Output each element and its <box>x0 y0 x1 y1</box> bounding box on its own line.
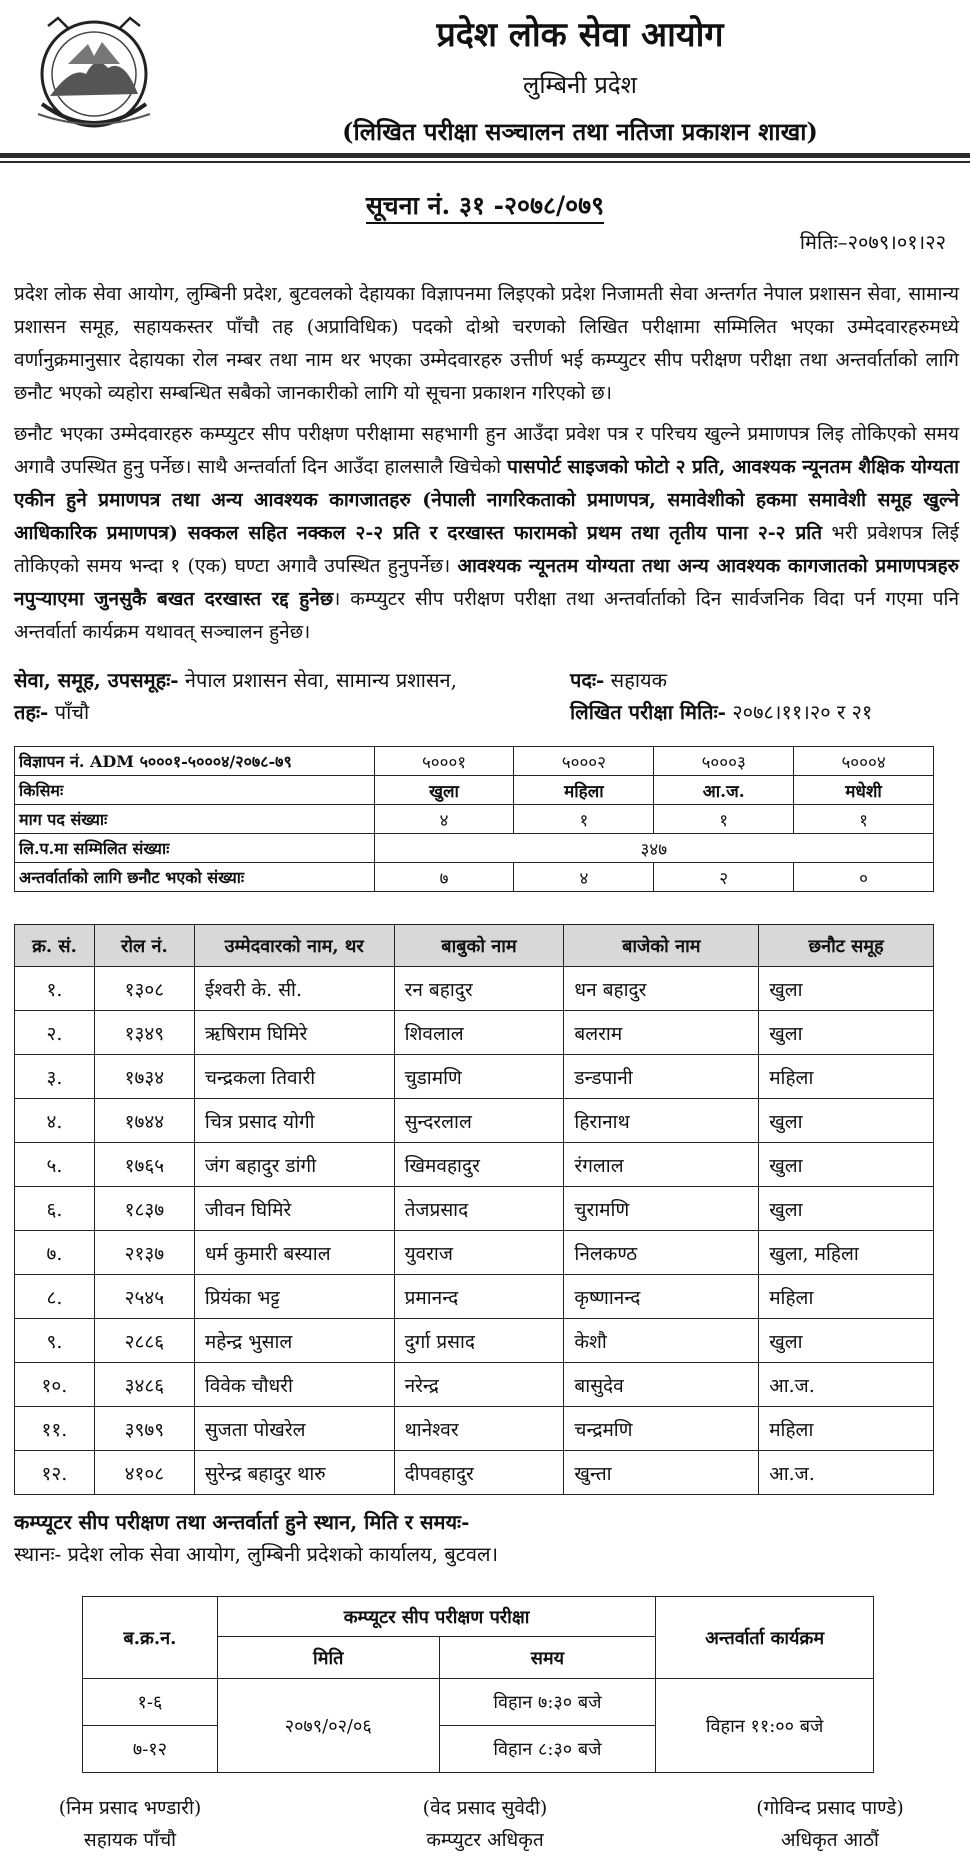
type-row <box>15 776 934 805</box>
table-cell: खिमवहादुर <box>394 1143 564 1187</box>
table-row <box>15 1451 934 1495</box>
table-cell: नरेन्द्र <box>394 1363 564 1407</box>
candidate-table <box>14 924 934 1495</box>
demand-cell: १ <box>654 805 794 834</box>
table-cell: २५४५ <box>94 1275 194 1319</box>
interview-time: विहान ११:०० बजे <box>656 1679 874 1773</box>
schedule-time-header: समय <box>439 1637 656 1679</box>
appeared-row <box>15 834 934 863</box>
written-exam-date-info: लिखित परीक्षा मितिः- २०७८।११।२० र २१ <box>570 700 873 724</box>
table-cell: जंग बहादुर डांगी <box>194 1143 394 1187</box>
table-cell: महिला <box>759 1055 934 1099</box>
table-row <box>15 1187 934 1231</box>
table-cell: महिला <box>759 1275 934 1319</box>
venue-heading: कम्प्यूटर सीप परीक्षण तथा अन्तर्वार्ता हुने स्थान, मिति र समयः- <box>14 1510 470 1534</box>
signatory-title: सहायक पाँचौ <box>83 1829 177 1851</box>
interview-header: अन्तर्वार्ता कार्यक्रम <box>656 1597 874 1679</box>
table-cell: महेन्द्र भुसाल <box>194 1319 394 1363</box>
table-cell: सुन्दरलाल <box>394 1099 564 1143</box>
table-cell: २१३७ <box>94 1231 194 1275</box>
notice-paragraph-2: छनौट भएका उम्मेदवारहरु कम्प्युटर सीप परीक्षण परीक्षामा सहभागी हुन आउँदा प्रवेश पत्र र परिचय खुल्ने प्रमाणपत्र लिइ तोकिएको समय अगावै उपस्थित हुनु पर्नेछ। साथै अन्तर्वार्ता दिन आउँदा हालसालै खिचेको पासपोर्ट साइजको फोटो २ प्रति, आवश्यक न्यूनतम शैक्षिक योग्यता एकीन हुने प्रमाणपत्र तथा अन्य आवश्यक कागजातहरु (नेपाली नागरिकताको प्रमाणपत्र, समावेशीको हकमा समावेशी समूह खुल्ने आधिकारिक प्रमाणपत्र) सक्कल सहित नक्कल २-२ प्रति र दरखास्त फारामको प्रथम तथा तृतीय पाना २-२ प्रति भरी प्रवेशपत्र लिई तोकिएको समय भन्दा १ (एक) घण्टा अगावै उपस्थित हुनुपर्नेछ। आवश्यक न्यूनतम योग्यता तथा अन्य आवश्यक कागजातको प्रमाणपत्रहरु नपुऱ्याएमा जुनसुकै बखत दरखास्त रद्द हुनेछ। कम्प्युटर सीप परीक्षण परीक्षा तथा अन्तर्वार्ताको दिन सार्वजनिक विदा पर्न गएमा पनि अन्तर्वार्ता कार्यक्रम यथावत् सञ्चालन हुनेछ। <box>14 423 960 643</box>
table-row <box>15 1099 934 1143</box>
table-cell: खुला <box>759 1187 934 1231</box>
post-info: पदः- सहायक <box>570 668 667 692</box>
table-cell: खुला <box>759 1011 934 1055</box>
schedule-date-header: मिति <box>217 1637 439 1679</box>
selected-cell: ४ <box>514 863 654 892</box>
table-cell: धन बहादुर <box>564 967 759 1011</box>
selected-cell: २ <box>654 863 794 892</box>
notice-paragraph-1: प्रदेश लोक सेवा आयोग, लुम्बिनी प्रदेश, बुटवलको देहायका विज्ञापनमा लिइएको प्रदेश निजामती सेवा अन्तर्गत नेपाल प्रशासन सेवा, सामान्य प्रशासन समूह, सहायकस्तर पाँचौ तह (अप्राविधिक) पदको दोश्रो चरणको लिखित परीक्षामा सम्मिलित भएका उम्मेदवारहरुमध्ये वर्णानुक्रमानुसार देहायका रोल नम्बर तथा नाम थर भएका उम्मेदवारहरु उत्तीर्ण भई कम्प्युटर सीप परीक्षण परीक्षा तथा अन्तर्वार्ताको लागि छनौट भएको व्यहोरा सम्बन्धित सबैको जानकारीको लागि यो सूचना प्रकाशन गरिएको छ। <box>14 283 959 404</box>
venue-place: स्थानः- प्रदेश लोक सेवा आयोग, लुम्बिनी प्रदेशको कार्यालय, बुटवल। <box>14 1542 499 1566</box>
table-row <box>15 1319 934 1363</box>
table-cell: चुडामणि <box>394 1055 564 1099</box>
header-divider <box>0 153 970 158</box>
type-cell: महिला <box>514 776 654 805</box>
table-row <box>15 1055 934 1099</box>
ad-number-label: विज्ञापन नं. ADM ५०००१-५०००४/२०७८-७९ <box>15 747 375 776</box>
table-cell: ईश्वरी के. सी. <box>194 967 394 1011</box>
schedule-table <box>82 1596 874 1773</box>
selected-cell: ० <box>794 863 934 892</box>
table-cell: चित्र प्रसाद योगी <box>194 1099 394 1143</box>
table-row <box>15 1231 934 1275</box>
table-cell: ३९७९ <box>94 1407 194 1451</box>
table-cell: रन बहादुर <box>394 967 564 1011</box>
table-cell: रंगलाल <box>564 1143 759 1187</box>
ad-number-cell: ५०००४ <box>794 747 934 776</box>
ad-number-cell: ५०००३ <box>654 747 794 776</box>
commission-title: प्रदेश लोक सेवा आयोग <box>436 15 724 55</box>
table-cell: ४१०८ <box>94 1451 194 1495</box>
table-row <box>15 1011 934 1055</box>
table-cell: शिवलाल <box>394 1011 564 1055</box>
table-cell: दुर्गा प्रसाद <box>394 1319 564 1363</box>
table-cell: सुजता पोखरेल <box>194 1407 394 1451</box>
table-cell: चन्द्रकला तिवारी <box>194 1055 394 1099</box>
table-cell: ५. <box>15 1143 95 1187</box>
header-serial: क्र. सं. <box>15 925 95 967</box>
table-cell: थानेश्वर <box>394 1407 564 1451</box>
table-cell: जीवन घिमिरे <box>194 1187 394 1231</box>
table-cell: बासुदेव <box>564 1363 759 1407</box>
selected-cell: ७ <box>374 863 514 892</box>
table-cell: २. <box>15 1011 95 1055</box>
table-cell: महिला <box>759 1407 934 1451</box>
table-cell: ३४८६ <box>94 1363 194 1407</box>
branch-name: (लिखित परीक्षा सञ्चालन तथा नतिजा प्रकाशन शाखा) <box>342 117 818 146</box>
table-cell: २८८६ <box>94 1319 194 1363</box>
table-cell: खुला <box>759 967 934 1011</box>
computer-test-header: कम्प्यूटर सीप परीक्षण परीक्षा <box>217 1597 655 1637</box>
candidate-table-header <box>15 925 934 967</box>
ad-number-cell: ५०००१ <box>374 747 514 776</box>
table-cell: तेजप्रसाद <box>394 1187 564 1231</box>
table-cell: केशौ <box>564 1319 759 1363</box>
appeared-label: लि.प.मा सम्मिलित संख्याः <box>15 834 375 863</box>
table-cell: युवराज <box>394 1231 564 1275</box>
table-cell: सुरेन्द्र बहादुर थारु <box>194 1451 394 1495</box>
signature-block-2 <box>355 1792 615 1856</box>
table-cell: १. <box>15 967 95 1011</box>
table-cell: १७४४ <box>94 1099 194 1143</box>
schedule-roll-range: १-६ <box>83 1679 218 1726</box>
table-cell: ६. <box>15 1187 95 1231</box>
table-cell: ७. <box>15 1231 95 1275</box>
type-cell: आ.ज. <box>654 776 794 805</box>
table-cell: कृष्णानन्द <box>564 1275 759 1319</box>
header-divider-thin <box>0 161 970 163</box>
table-cell: ११. <box>15 1407 95 1451</box>
schedule-roll-range: ७-१२ <box>83 1726 218 1773</box>
table-cell: खुला, महिला <box>759 1231 934 1275</box>
table-cell: १७६५ <box>94 1143 194 1187</box>
ad-number-row <box>15 747 934 776</box>
table-cell: खुला <box>759 1099 934 1143</box>
table-cell: १७३४ <box>94 1055 194 1099</box>
table-row <box>15 967 934 1011</box>
signatory-name: (वेद प्रसाद सुवेदी) <box>422 1797 548 1819</box>
province-name: लुम्बिनी प्रदेश <box>523 71 637 99</box>
vacancy-table <box>14 746 934 892</box>
service-group-info: सेवा, समूह, उपसमूहः- नेपाल प्रशासन सेवा, सामान्य प्रशासन, <box>14 668 457 692</box>
table-cell: प्रियंका भट्ट <box>194 1275 394 1319</box>
table-cell: ३. <box>15 1055 95 1099</box>
level-info: तहः- पाँचौ <box>14 700 90 724</box>
table-cell: १३४९ <box>94 1011 194 1055</box>
letterhead <box>0 0 970 160</box>
demand-cell: ४ <box>374 805 514 834</box>
table-cell: खुन्ता <box>564 1451 759 1495</box>
schedule-roll-header: ब.क्र.न. <box>83 1597 218 1679</box>
table-cell: आ.ज. <box>759 1363 934 1407</box>
header-grandfather: बाजेको नाम <box>564 925 759 967</box>
table-row <box>15 1363 934 1407</box>
nepal-emblem-icon <box>28 14 160 136</box>
schedule-time: विहान ८:३० बजे <box>439 1726 656 1773</box>
signature-block-3 <box>700 1792 960 1856</box>
table-cell: १८३७ <box>94 1187 194 1231</box>
schedule-date: २०७९/०२/०६ <box>217 1679 439 1773</box>
table-cell: दीपवहादुर <box>394 1451 564 1495</box>
header-group: छनौट समूह <box>759 925 934 967</box>
table-cell: १२. <box>15 1451 95 1495</box>
table-row <box>15 1143 934 1187</box>
table-row <box>15 1407 934 1451</box>
table-cell: चन्द्रमणि <box>564 1407 759 1451</box>
table-cell: १०. <box>15 1363 95 1407</box>
demand-label: माग पद संख्याः <box>15 805 375 834</box>
table-cell: खुला <box>759 1143 934 1187</box>
header-roll: रोल नं. <box>94 925 194 967</box>
demand-cell: १ <box>794 805 934 834</box>
table-cell: ८. <box>15 1275 95 1319</box>
schedule-time: विहान ७:३० बजे <box>439 1679 656 1726</box>
notice-number: सूचना नं. ३१ -२०७८/०७९ <box>0 188 970 222</box>
table-cell: धर्म कुमारी बस्याल <box>194 1231 394 1275</box>
type-cell: खुला <box>374 776 514 805</box>
signatory-name: (निम प्रसाद भण्डारी) <box>58 1797 202 1819</box>
table-cell: ४. <box>15 1099 95 1143</box>
type-cell: मधेशी <box>794 776 934 805</box>
signatory-title: कम्प्युटर अधिकृत <box>426 1829 544 1851</box>
table-cell: चुरामणि <box>564 1187 759 1231</box>
table-cell: बलराम <box>564 1011 759 1055</box>
table-cell: आ.ज. <box>759 1451 934 1495</box>
header-father: बाबुको नाम <box>394 925 564 967</box>
demand-cell: १ <box>514 805 654 834</box>
table-cell: हिरानाथ <box>564 1099 759 1143</box>
table-cell: डन्डपानी <box>564 1055 759 1099</box>
table-cell: ऋषिराम घिमिरे <box>194 1011 394 1055</box>
table-cell: खुला <box>759 1319 934 1363</box>
table-cell: विवेक चौधरी <box>194 1363 394 1407</box>
selected-row <box>15 863 934 892</box>
ad-number-cell: ५०००२ <box>514 747 654 776</box>
header-name: उम्मेदवारको नाम, थर <box>194 925 394 967</box>
type-label: किसिमः <box>15 776 375 805</box>
table-cell: निलकण्ठ <box>564 1231 759 1275</box>
selected-label: अन्तर्वार्ताको लागि छनौट भएको संख्याः <box>15 863 375 892</box>
notice-date: मितिः–२०७९।०१।२२ <box>799 230 946 254</box>
table-cell: १३०८ <box>94 967 194 1011</box>
appeared-count: ३४७ <box>374 834 933 863</box>
demand-row <box>15 805 934 834</box>
signature-block-1 <box>0 1792 260 1856</box>
signatory-title: अधिकृत आठौं <box>781 1829 879 1851</box>
table-row <box>15 1275 934 1319</box>
table-cell: प्रमानन्द <box>394 1275 564 1319</box>
table-cell: ९. <box>15 1319 95 1363</box>
signatory-name: (गोविन्द प्रसाद पाण्डे) <box>756 1797 904 1819</box>
